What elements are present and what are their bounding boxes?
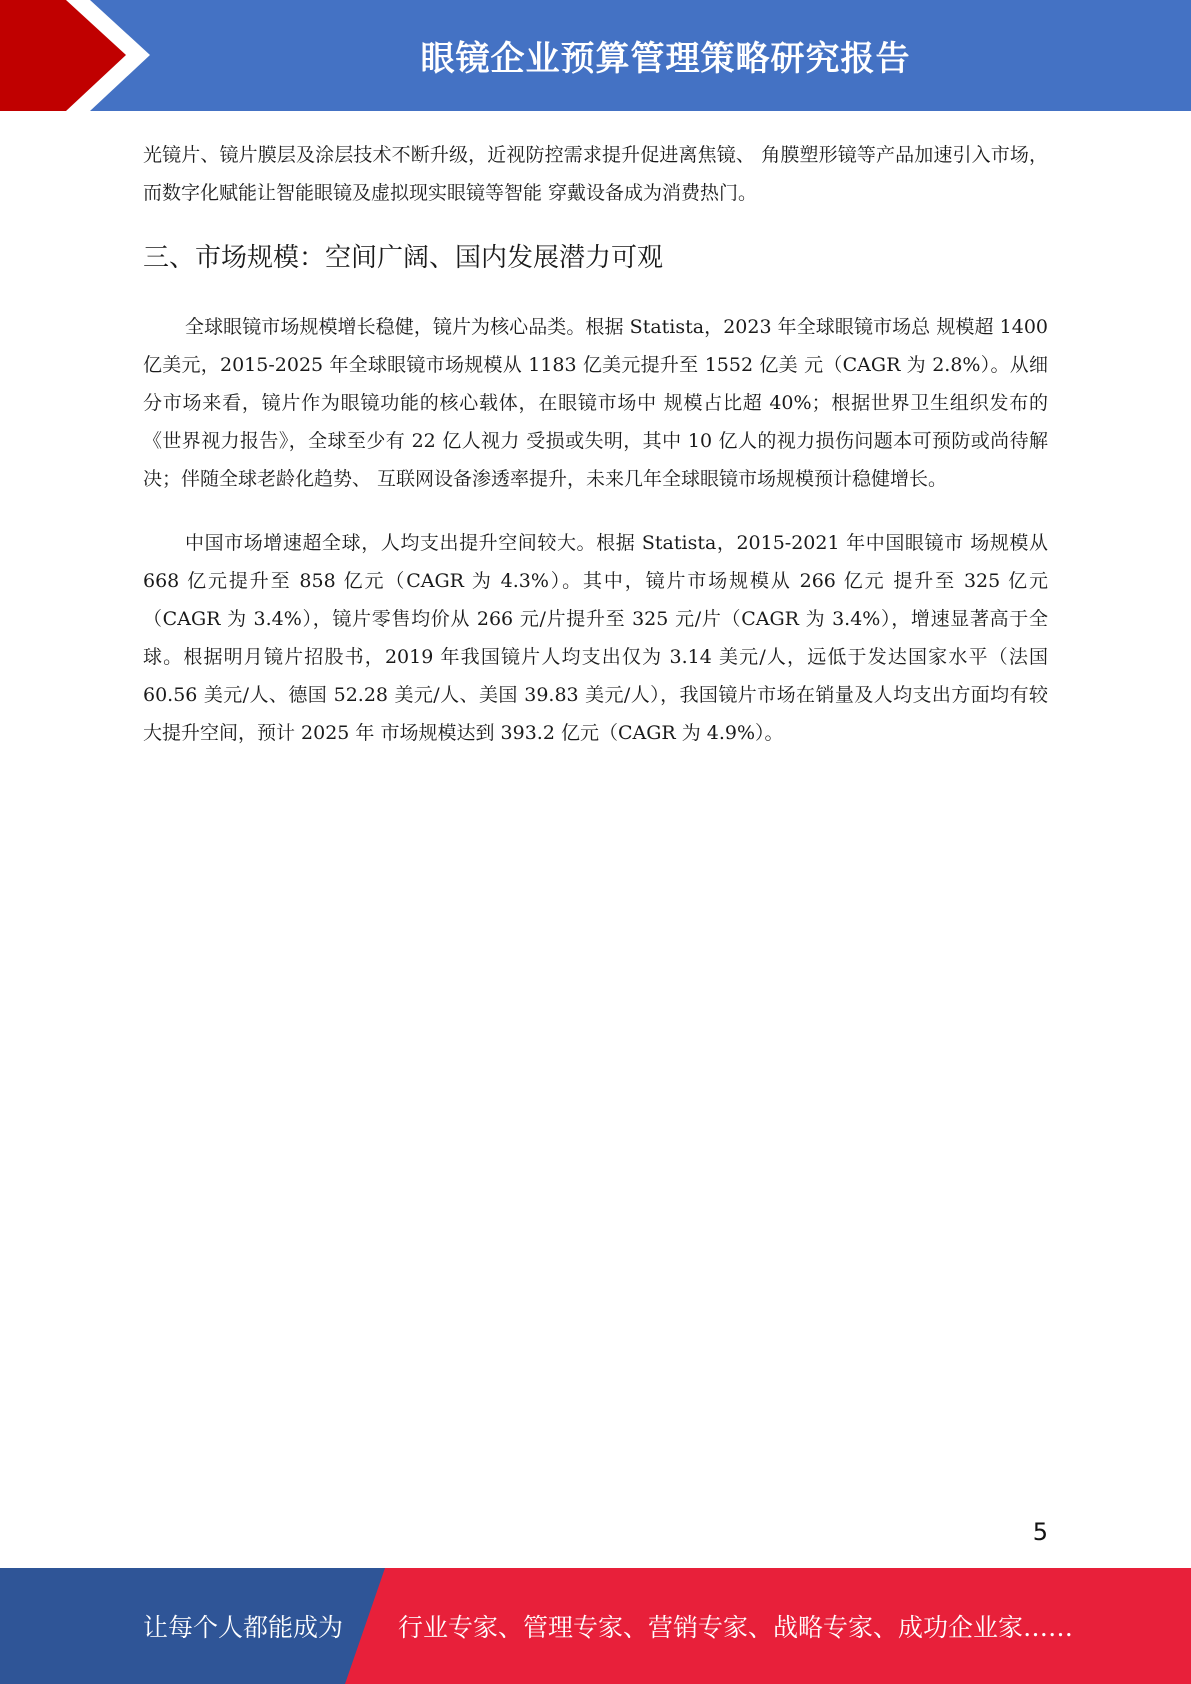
footer-slogan-right: 行业专家、管理专家、营销专家、战略专家、成功企业家…… bbox=[398, 1613, 1074, 1642]
paragraph-china-market: 中国市场增速超全球，人均支出提升空间较大。根据 Statista，2015-2021 年中国眼镜市 场规模从 668 亿元提升至 858 亿元（CAGR 为 4.3%）。其中，镜片市场规模从 266 亿元 提升至 325 亿元（CAGR 为 3.4%），镜片零售均价从 266 元/片提升至 325 元/片（CAGR 为 3.4%），增速显著高于全球。根据明月镜片招股书，2019 年我国镜片人均支出仅为 3.14 美元/人，远低于发达国家水平（法国 60.56 美元/人、德国 52.28 美元/人、美国 39.83 美元/人），我国镜片市场在销量及人均支出方面均有较大提升空间，预计 2025 年 市场规模达到 393.2 亿元（CAGR 为 4.9%）。 bbox=[143, 532, 1048, 744]
page-footer bbox=[0, 1568, 1191, 1684]
page-content bbox=[143, 136, 1048, 752]
page-number: 5 bbox=[1032, 1518, 1048, 1546]
section-heading: 三、市场规模：空间广阔、国内发展潜力可观 bbox=[143, 243, 664, 273]
page-header bbox=[0, 0, 1191, 111]
header-chevron-decoration bbox=[0, 0, 160, 111]
intro-paragraph: 光镜片、镜片膜层及涂层技术不断升级，近视防控需求提升促进离焦镜、 角膜塑形镜等产品加速引入市场，而数字化赋能让智能眼镜及虚拟现实眼镜等智能 穿戴设备成为消费热门。 bbox=[143, 144, 1048, 204]
footer-slogan-left: 让每个人都能成为 bbox=[143, 1613, 344, 1642]
header-title: 眼镜企业预算管理策略研究报告 bbox=[420, 39, 911, 79]
paragraph-global-market: 全球眼镜市场规模增长稳健，镜片为核心品类。根据 Statista，2023 年全球眼镜市场总 规模超 1400 亿美元，2015-2025 年全球眼镜市场规模从 1183 亿美元提升至 1552 亿美 元（CAGR 为 2.8%）。从细分市场来看，镜片作为眼镜功能的核心载体，在眼镜市场中 规模占比超 40%；根据世界卫生组织发布的《世界视力报告》，全球至少有 22 亿人视力 受损或失明，其中 10 亿人的视力损伤问题本可预防或尚待解决；伴随全球老龄化趋势、 互联网设备渗透率提升，未来几年全球眼镜市场规模预计稳健增长。 bbox=[143, 316, 1048, 490]
